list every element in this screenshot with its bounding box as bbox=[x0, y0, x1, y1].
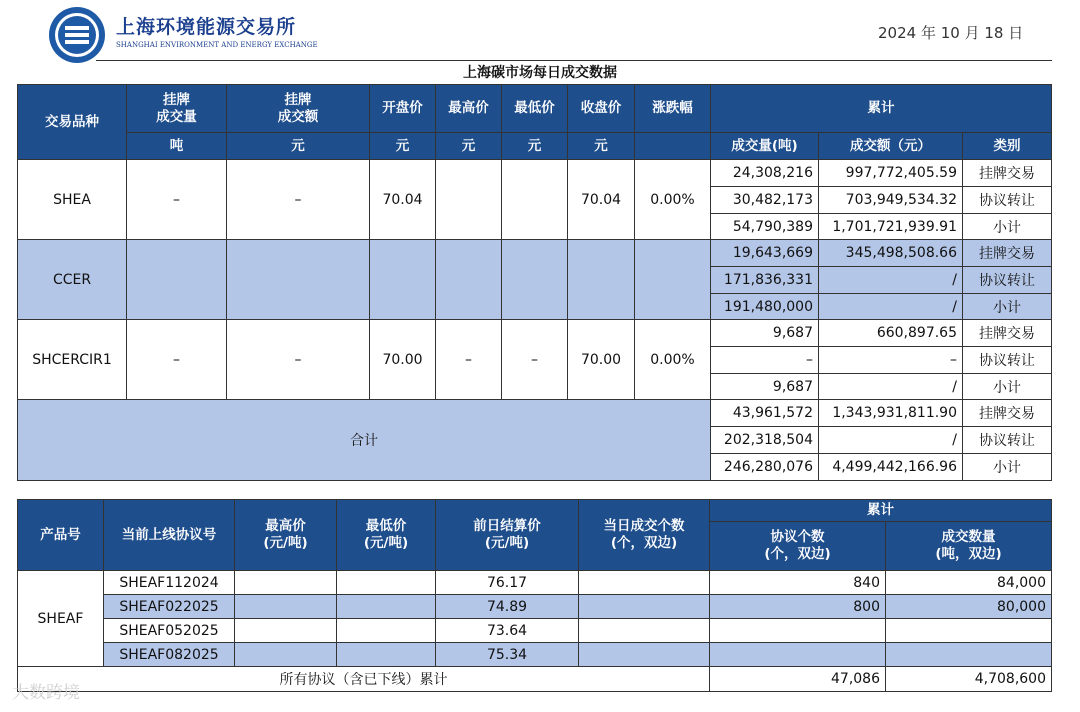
col-cum-amount: 成交额（元） bbox=[819, 133, 963, 160]
high-price bbox=[436, 160, 502, 240]
col-low: 最低价 bbox=[502, 85, 568, 133]
org-name-cn: 上海环境能源交易所 bbox=[116, 16, 297, 38]
cum-volume: 9,687 bbox=[711, 374, 819, 400]
total-qty: 4,708,600 bbox=[886, 667, 1052, 692]
low-price bbox=[337, 595, 436, 619]
contract-code: SHEAF112024 bbox=[104, 571, 235, 595]
variety-name: SHEA bbox=[18, 160, 127, 240]
table-row bbox=[18, 571, 1052, 595]
col-day-deals: 当日成交个数 (个，双边) bbox=[579, 500, 710, 571]
unit-listed-amount: 元 bbox=[227, 133, 370, 160]
col-variety: 交易品种 bbox=[18, 85, 127, 160]
table-row bbox=[18, 160, 1052, 187]
col-contract: 当前上线协议号 bbox=[104, 500, 235, 571]
category: 协议转让 bbox=[963, 347, 1052, 374]
col-prev-settle: 前日结算价 (元/吨) bbox=[436, 500, 579, 571]
unit-close: 元 bbox=[568, 133, 635, 160]
col-low: 最低价 (元/吨) bbox=[337, 500, 436, 571]
category: 挂牌交易 bbox=[963, 160, 1052, 187]
cum-qty: 80,000 bbox=[886, 595, 1052, 619]
col-change: 涨跌幅 bbox=[635, 85, 711, 133]
total-label: 合计 bbox=[18, 400, 711, 481]
close-price bbox=[568, 240, 635, 320]
unit-listed-volume: 吨 bbox=[127, 133, 227, 160]
listed-amount: – bbox=[227, 320, 370, 400]
category: 协议转让 bbox=[963, 187, 1052, 214]
total-count: 47,086 bbox=[710, 667, 886, 692]
total-row bbox=[18, 400, 1052, 427]
open-price: 70.04 bbox=[370, 160, 436, 240]
cum-amount: / bbox=[819, 267, 963, 294]
org-name-en: SHANGHAI ENVIRONMENT AND ENERGY EXCHANGE bbox=[116, 41, 318, 49]
variety-name: CCER bbox=[18, 240, 127, 320]
col-category: 类别 bbox=[963, 133, 1052, 160]
contract-code: SHEAF082025 bbox=[104, 643, 235, 667]
cum-volume: – bbox=[711, 347, 819, 374]
day-deals bbox=[579, 643, 710, 667]
listed-volume: – bbox=[127, 320, 227, 400]
table-row bbox=[18, 643, 1052, 667]
col-high: 最高价 (元/吨) bbox=[235, 500, 337, 571]
unit-open: 元 bbox=[370, 133, 436, 160]
col-high: 最高价 bbox=[436, 85, 502, 133]
total-amount: 1,343,931,811.90 bbox=[819, 400, 963, 427]
cum-amount: / bbox=[819, 294, 963, 320]
col-close: 收盘价 bbox=[568, 85, 635, 133]
daily-trading-table bbox=[17, 84, 1052, 481]
prev-settle: 73.64 bbox=[436, 619, 579, 643]
col-cumulative: 累计 bbox=[711, 85, 1052, 133]
table-row bbox=[18, 619, 1052, 643]
day-deals bbox=[579, 571, 710, 595]
close-price: 70.04 bbox=[568, 160, 635, 240]
prev-settle: 75.34 bbox=[436, 643, 579, 667]
header-divider bbox=[96, 60, 1052, 61]
prev-settle: 76.17 bbox=[436, 571, 579, 595]
cum-volume: 9,687 bbox=[711, 320, 819, 347]
cum-amount: 1,701,721,939.91 bbox=[819, 214, 963, 240]
col-cum-count: 协议个数 (个，双边) bbox=[710, 522, 886, 571]
category: 协议转让 bbox=[963, 427, 1052, 454]
category: 小计 bbox=[963, 294, 1052, 320]
unit-low: 元 bbox=[502, 133, 568, 160]
category: 挂牌交易 bbox=[963, 240, 1052, 267]
prev-settle: 74.89 bbox=[436, 595, 579, 619]
listed-volume bbox=[127, 240, 227, 320]
cum-qty bbox=[886, 643, 1052, 667]
low-price bbox=[502, 240, 568, 320]
cum-amount: 345,498,508.66 bbox=[819, 240, 963, 267]
listed-volume: – bbox=[127, 160, 227, 240]
cum-count bbox=[710, 643, 886, 667]
cum-qty: 84,000 bbox=[886, 571, 1052, 595]
day-deals bbox=[579, 619, 710, 643]
listed-amount: – bbox=[227, 160, 370, 240]
cum-amount: / bbox=[819, 374, 963, 400]
col-listed-volume: 挂牌 成交量 bbox=[127, 85, 227, 133]
total-row bbox=[18, 667, 1052, 692]
change-pct: 0.00% bbox=[635, 160, 711, 240]
high-price bbox=[235, 643, 337, 667]
cum-amount: 660,897.65 bbox=[819, 320, 963, 347]
low-price: – bbox=[502, 320, 568, 400]
cum-amount: – bbox=[819, 347, 963, 374]
low-price bbox=[502, 160, 568, 240]
total-amount: / bbox=[819, 427, 963, 454]
category: 小计 bbox=[963, 374, 1052, 400]
col-listed-amount: 挂牌 成交额 bbox=[227, 85, 370, 133]
product-code: SHEAF bbox=[18, 571, 104, 667]
total-volume: 202,318,504 bbox=[711, 427, 819, 454]
cum-amount: 703,949,534.32 bbox=[819, 187, 963, 214]
day-deals bbox=[579, 595, 710, 619]
contract-code: SHEAF052025 bbox=[104, 619, 235, 643]
col-cum-qty: 成交数量 (吨，双边) bbox=[886, 522, 1052, 571]
futures-table bbox=[17, 499, 1052, 692]
high-price bbox=[235, 595, 337, 619]
table-row bbox=[18, 320, 1052, 347]
cum-qty bbox=[886, 619, 1052, 643]
total-amount: 4,499,442,166.96 bbox=[819, 454, 963, 481]
unit-change bbox=[635, 133, 711, 160]
total-volume: 43,961,572 bbox=[711, 400, 819, 427]
high-price bbox=[235, 571, 337, 595]
cum-count bbox=[710, 619, 886, 643]
total-label: 所有协议（含已下线）累计 bbox=[18, 667, 710, 692]
table-row bbox=[18, 595, 1052, 619]
category: 挂牌交易 bbox=[963, 320, 1052, 347]
category: 小计 bbox=[963, 214, 1052, 240]
exchange-logo bbox=[48, 6, 106, 64]
col-open: 开盘价 bbox=[370, 85, 436, 133]
cum-count: 840 bbox=[710, 571, 886, 595]
unit-high: 元 bbox=[436, 133, 502, 160]
open-price: 70.00 bbox=[370, 320, 436, 400]
high-price: – bbox=[436, 320, 502, 400]
close-price: 70.00 bbox=[568, 320, 635, 400]
watermark: 大数跨境 bbox=[12, 683, 80, 703]
report-date: 2024 年 10 月 18 日 bbox=[878, 24, 1024, 42]
cum-volume: 24,308,216 bbox=[711, 160, 819, 187]
cum-volume: 171,836,331 bbox=[711, 267, 819, 294]
change-pct bbox=[635, 240, 711, 320]
open-price bbox=[370, 240, 436, 320]
col-cum-volume: 成交量(吨) bbox=[711, 133, 819, 160]
category: 协议转让 bbox=[963, 267, 1052, 294]
high-price bbox=[436, 240, 502, 320]
cum-count: 800 bbox=[710, 595, 886, 619]
col-product: 产品号 bbox=[18, 500, 104, 571]
low-price bbox=[337, 619, 436, 643]
low-price bbox=[337, 643, 436, 667]
variety-name: SHCERCIR1 bbox=[18, 320, 127, 400]
total-volume: 246,280,076 bbox=[711, 454, 819, 481]
cum-amount: 997,772,405.59 bbox=[819, 160, 963, 187]
change-pct: 0.00% bbox=[635, 320, 711, 400]
category: 小计 bbox=[963, 454, 1052, 481]
contract-code: SHEAF022025 bbox=[104, 595, 235, 619]
cum-volume: 54,790,389 bbox=[711, 214, 819, 240]
col-cumulative: 累计 bbox=[710, 500, 1052, 522]
listed-amount bbox=[227, 240, 370, 320]
cum-volume: 19,643,669 bbox=[711, 240, 819, 267]
low-price bbox=[337, 571, 436, 595]
table-row bbox=[18, 240, 1052, 267]
cum-volume: 30,482,173 bbox=[711, 187, 819, 214]
page-title: 上海碳市场每日成交数据 bbox=[463, 65, 617, 81]
high-price bbox=[235, 619, 337, 643]
category: 挂牌交易 bbox=[963, 400, 1052, 427]
cum-volume: 191,480,000 bbox=[711, 294, 819, 320]
